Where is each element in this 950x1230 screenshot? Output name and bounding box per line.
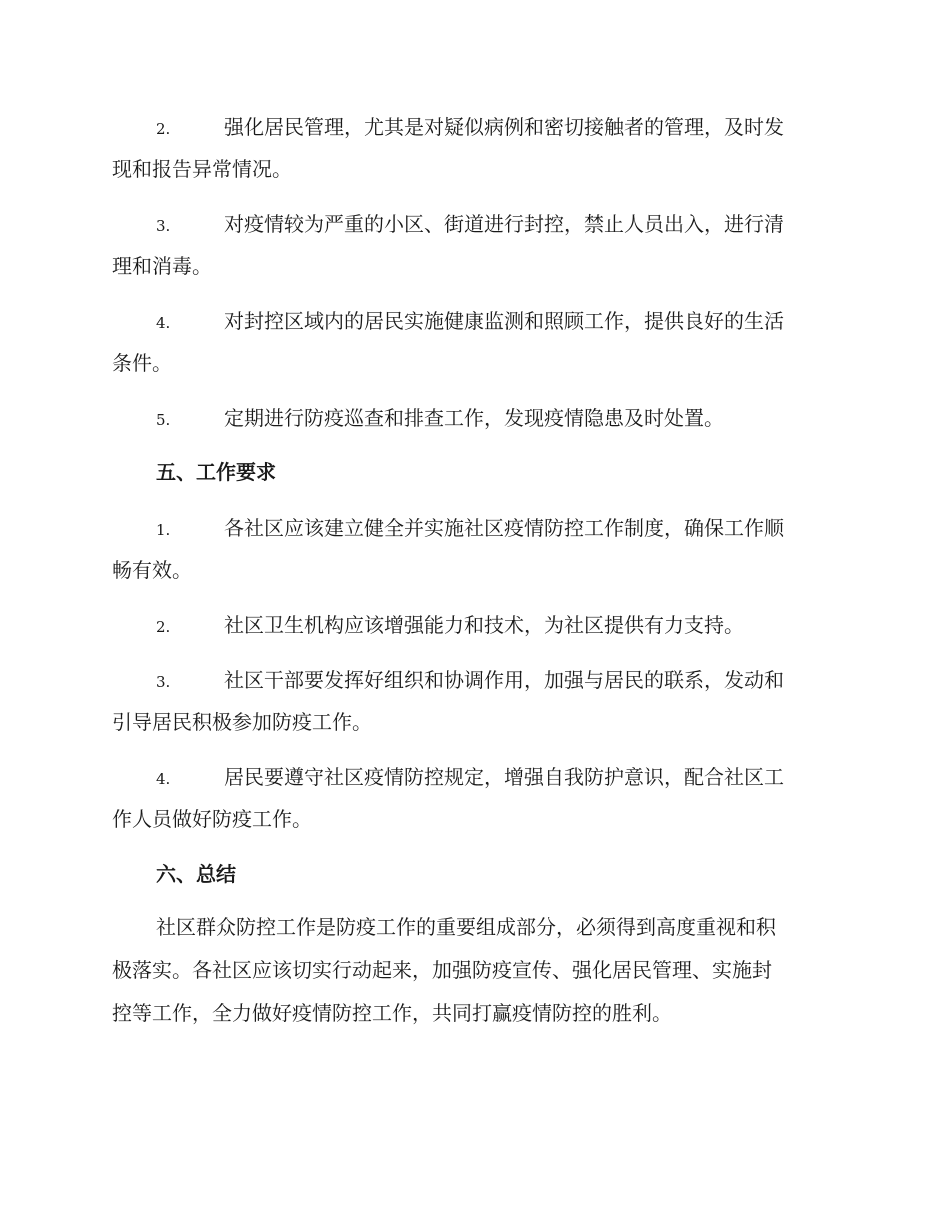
item-number: 4. <box>156 770 171 788</box>
item-number: 4. <box>156 314 171 332</box>
list-item <box>112 106 832 190</box>
list-item <box>112 659 832 743</box>
item-number: 2. <box>156 120 171 138</box>
item-text-continued: 作人员做好防疫工作。 <box>112 807 312 831</box>
item-text: 各社区应该建立健全并实施社区疫情防控工作制度，确保工作顺 <box>224 516 784 540</box>
item-text: 社区干部要发挥好组织和协调作用，加强与居民的联系，发动和 <box>224 668 784 692</box>
item-text-continued: 现和报告异常情况。 <box>112 157 292 181</box>
item-number: 1. <box>156 521 171 539</box>
item-text: 强化居民管理，尤其是对疑似病例和密切接触者的管理，及时发 <box>224 115 784 139</box>
item-text: 定期进行防疫巡查和排查工作，发现疫情隐患及时处置。 <box>224 406 724 430</box>
item-text-continued: 理和消毒。 <box>112 254 212 278</box>
item-text-continued: 畅有效。 <box>112 558 192 582</box>
item-text: 居民要遵守社区疫情防控规定，增强自我防护意识，配合社区工 <box>224 765 784 789</box>
item-text: 对封控区域内的居民实施健康监测和照顾工作，提供良好的生活 <box>224 309 784 333</box>
item-text-continued: 引导居民积极参加防疫工作。 <box>112 710 372 734</box>
section-heading: 五、工作要求 <box>156 460 276 484</box>
paragraph-line: 控等工作，全力做好疫情防控工作，共同打赢疫情防控的胜利。 <box>112 1001 672 1025</box>
item-number: 2. <box>156 618 171 636</box>
item-number: 5. <box>156 411 171 429</box>
paragraph-line: 社区群众防控工作是防疫工作的重要组成部分，必须得到高度重视和积 <box>156 915 776 939</box>
list-item <box>112 203 832 287</box>
item-text: 社区卫生机构应该增强能力和技术，为社区提供有力支持。 <box>224 613 744 637</box>
list-item <box>112 507 832 591</box>
list-item <box>112 756 832 840</box>
list-item <box>112 604 832 646</box>
summary-paragraph <box>112 906 832 1035</box>
section-heading: 六、总结 <box>156 862 236 886</box>
item-number: 3. <box>156 673 171 691</box>
item-number: 3. <box>156 217 171 235</box>
paragraph-line: 极落实。各社区应该切实行动起来，加强防疫宣传、强化居民管理、实施封 <box>112 958 772 982</box>
list-item <box>112 397 832 439</box>
item-text-continued: 条件。 <box>112 351 172 375</box>
item-text: 对疫情较为严重的小区、街道进行封控，禁止人员出入，进行清 <box>224 212 784 236</box>
list-item <box>112 300 832 384</box>
